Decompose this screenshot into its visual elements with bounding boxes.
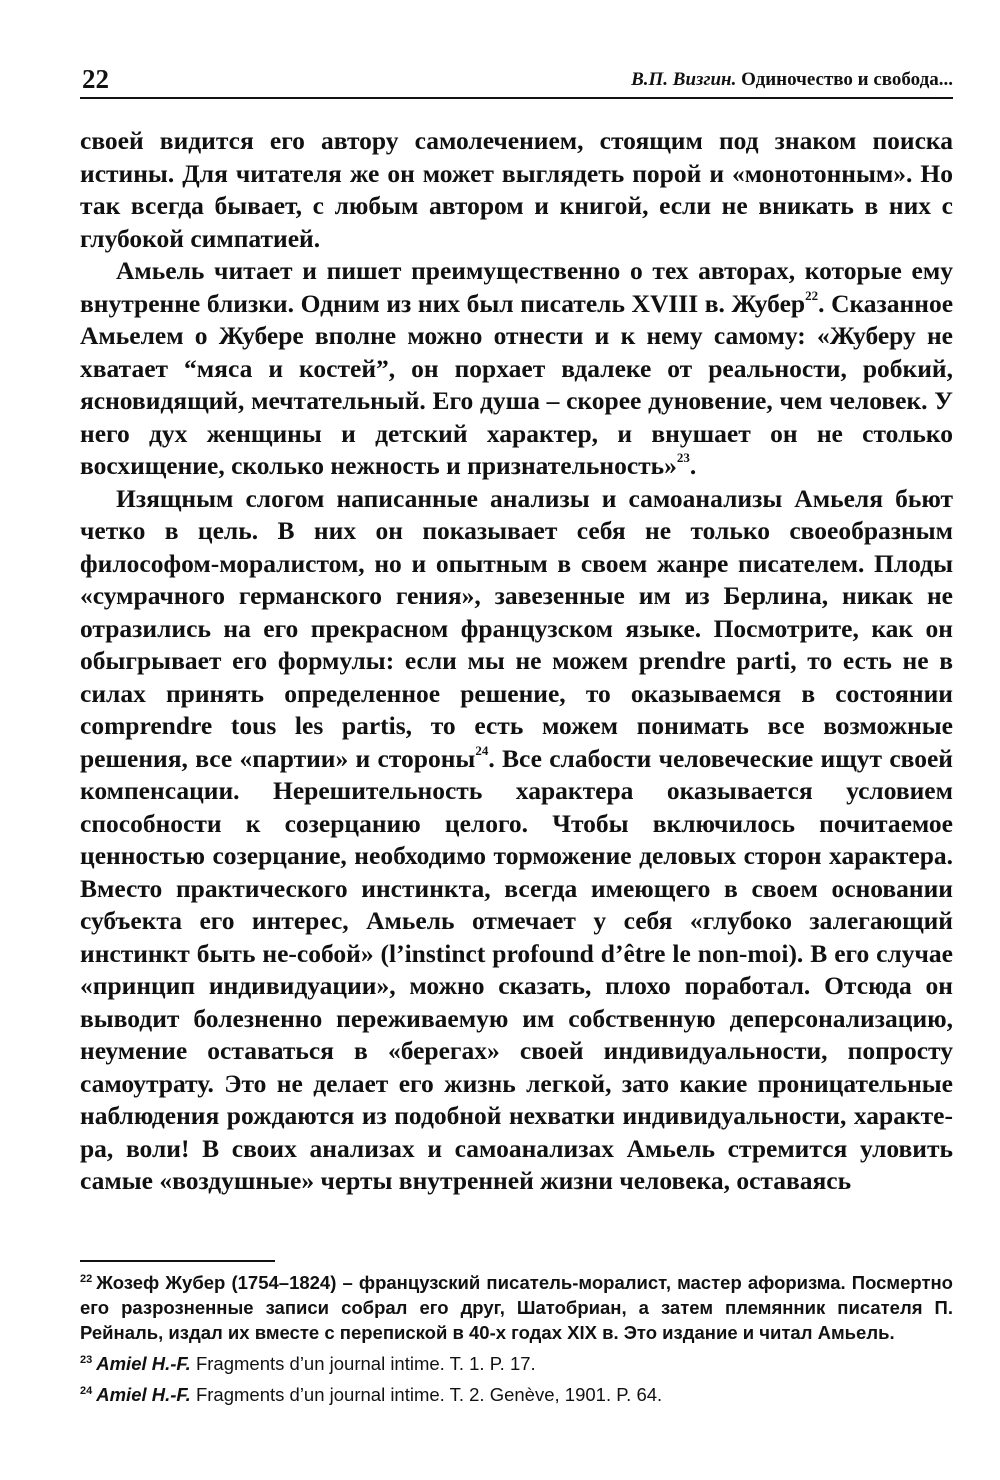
running-head [80,55,953,99]
paragraph-text: . [689,451,697,480]
footnote [80,1382,953,1407]
footnote [80,1270,953,1345]
paragraph-text: . Все слабости человеческие ищут своей компенсации. Нерешительность характера оказывается условием способности к созерцанию целого. Чтобы включилось почитаемое ценностью созерцание, необходимо торможение деловых сторон характера. Вместо практического инстинкта, всегда имеющего в своем основании субъекта его интерес, Амьель отмечает у себя «глубоко залегающий инстинкт быть не-собой» (l’instinct profound d’être le non-moi). В его случае «принцип индивидуации», можно сказать, плохо поработал. Отсюда он выводит болезненно переживаемую им собственную деперсонализацию, неумение оставаться в «берегах» своей индивидуальности, попросту самоутрату. Это не делает его жизнь легкой, зато какие проницательные наблюдения рождаются из подобной нехватки индивидуальности, характера, воли! В своих анализах и самоанализах Амьель стремится уловить самые «воздушные» черты внутренней жизни человека, оставаясь [80,743,953,1195]
footnotes [80,1270,953,1407]
footnote-text: Жозеф Жубер (1754–1824) – французский писатель-моралист, мастер афоризма. Посмертно его разрозненные записи собрал его друг, Шатобриан, а затем племянник писателя П. Рейналь, издал их вместе с перепиской в 40-х годах XIX в. Это издание и читал Амьель. [80,1271,953,1343]
paragraph-text: Изящным слогом написанные анализы и самоанализы Амьеля бьют четко в цель. В них он показывает себя не только своеобразным философом-моралистом, но и опытным в своем жанре писателем. Плоды «сумрачного германского гения», завезенные им из Берлина, никак не отразились на его прекрасном французском языке. Посмотрите, как он обыгрывает его формулы: если мы не можем prendre parti, то есть не в силах принять определенное решение, то оказываемся в состоянии comprendre tous les partis, то есть можем понимать все возможные решения, все «партии» и стороны [80,483,953,773]
running-title [631,69,953,91]
footnote-number: 23 [80,1353,93,1366]
footnote-reference[interactable]: 24 [475,742,489,758]
footnote-reference[interactable]: 22 [805,287,819,303]
paragraph-text: Амьель читает и пишет преимущественно о тех авторах, которые ему внутренне близки. Одним из них был писатель XVIII в. Жубер [80,256,953,318]
running-title-author: В.П. Визгин. [631,69,737,90]
paragraph [80,255,953,483]
footnote-author: Amiel H.-F. [96,1352,191,1374]
paragraph [80,483,953,1198]
book-page [80,55,953,1455]
body-text [80,125,953,1198]
footnote [80,1351,953,1376]
footnote-number: 22 [80,1272,93,1285]
paragraph-text: . Сказанное Амьелем о Жубере вполне можно отнести и к нему самому: «Жуберу не хватает “мяса и костей”, он порхает вдалеке от реальности, робкий, ясновидящий, мечтательный. Его душа – скорее дуновение, чем человек. У него дух женщины и детский характер, и внушает он не столько восхищение, сколько нежность и признательность» [80,288,954,480]
footnote-text: Fragments d’un journal intime. T. 1. P. 17. [195,1352,536,1374]
footnote-divider [80,1260,275,1262]
running-title-text: Одиночество и свобода... [741,69,953,90]
paragraph-text: своей видится его автору самолечением, стоящим под знаком поиска истины. Для читателя же он может выглядеть порой и «монотонным». Но так всегда бывает, с любым автором и книгой, если не вникать в них с глубокой симпатией. [80,126,953,253]
page-number: 22 [82,64,109,94]
footnote-text: Fragments d’un journal intime. T. 2. Genève, 1901. P. 64. [195,1383,663,1405]
footnote-number: 24 [80,1384,93,1397]
footnote-author: Amiel H.-F. [96,1383,191,1405]
paragraph [80,125,953,255]
footnote-reference[interactable]: 23 [676,450,690,465]
